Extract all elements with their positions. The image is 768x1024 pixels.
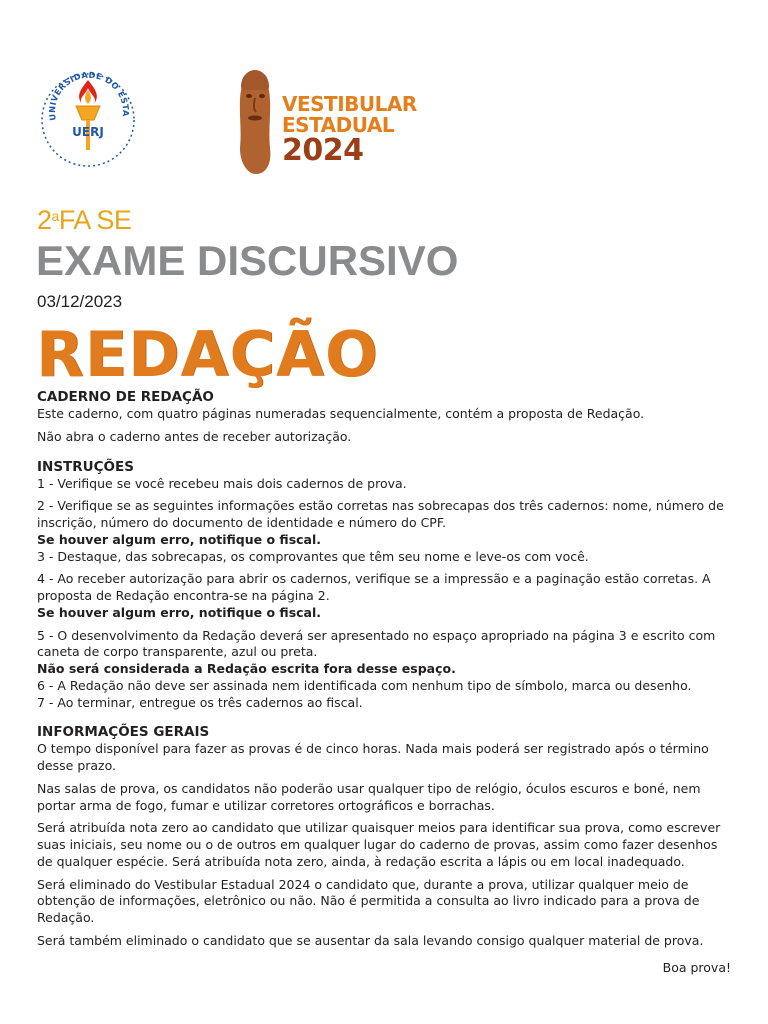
informacoes-heading: INFORMAÇÕES GERAIS <box>37 724 210 741</box>
info-paragraph-1: O tempo disponível para fazer as provas é de cinco horas. Nada mais poderá ser registrado após o término desse prazo. <box>37 741 709 774</box>
header-logos <box>36 62 436 178</box>
info-paragraph-5: Será também eliminado o candidato que se ausentar da sala levando consigo qualquer material de prova. <box>37 932 704 948</box>
phase-word: FA SE <box>58 205 132 235</box>
uerj-ring-text: UNIVERSIDADE DO ESTA <box>46 69 132 122</box>
instruction-item-5: 5 - O desenvolvimento da Redação deverá ser apresentado no espaço apropriado na página 3 e escrito com caneta de corpo transparente, azul ou preta. <box>37 627 716 660</box>
instruction-item-7: 7 - Ao terminar, entregue os três cadernos ao fiscal. <box>37 694 363 710</box>
caderno-heading: CADERNO DE REDAÇÃO <box>37 389 214 405</box>
instruction-item-4: 4 - Ao receber autorização para abrir os cadernos, verifique se a impressão e a paginação estão corretas. A proposta de Redação encontra-se na página 2. <box>37 571 711 604</box>
phase-ordinal: a <box>51 208 59 224</box>
uerj-seal-icon <box>36 64 140 174</box>
instruction-item-2: 2 - Verifique se as seguintes informações estão corretas nas sobrecapas dos três cadernos: nome, número de inscrição, número do documento de identidade e número do CPF. <box>37 498 724 531</box>
caderno-line2: Não abra o caderno antes de receber autorização. <box>37 428 352 444</box>
vestibular-line2: ESTADUAL <box>282 113 395 137</box>
uerj-acronym: UERJ <box>72 125 104 139</box>
caderno-line1: Este caderno, com quatro páginas numeradas sequencialmente, contém a proposta de Redação. <box>37 406 645 422</box>
info-paragraph-2: Nas salas de prova, os candidatos não poderão usar qualquer tipo de relógio, óculos escuros e boné, nem portar arma de fogo, fumar e utilizar corretores ortográficos e borrachas. <box>37 780 701 813</box>
instrucoes-heading: INSTRUÇÕES <box>37 458 134 475</box>
vestibular-year: 2024 <box>282 133 364 168</box>
vestibular-line1: VESTIBULAR <box>282 92 417 116</box>
instruction-item-6: 6 - A Redação não deve ser assinada nem identificada com nenhum tipo de símbolo, marca ou desenho. <box>37 677 692 693</box>
closing-text: Boa prova! <box>662 959 731 975</box>
uerj-logo <box>36 64 140 174</box>
vestibular-wordmark <box>282 94 422 166</box>
instruction-item-3: 3 - Destaque, das sobrecapas, os comprovantes que têm seu nome e leve-os com você. <box>37 548 589 564</box>
info-paragraph-3: Será atribuída nota zero ao candidato que utilizar quaisquer meios para identificar sua prova, como escrever suas iniciais, seu nome ou o de outros em qualquer lugar do caderno de provas, assim como fazer desenhos de qualquer espécie. Será atribuída nota zero, ainda, à redação escrita a lápis ou em local inadequado. <box>37 820 721 869</box>
instruction-warning-1: Se houver algum erro, notifique o fiscal. <box>37 531 322 547</box>
phase-number: 2 <box>37 205 52 235</box>
exam-title: EXAME DISCURSIVO <box>36 237 459 284</box>
subject-title: REDAÇÃO <box>36 318 379 391</box>
instructions-body <box>37 388 731 976</box>
info-paragraph-4: Será eliminado do Vestibular Estadual 2024 o candidato que, durante a prova, utilizar qualquer meio de obtenção de informações, eletrônico ou não. Não é permitida a consulta ao livro indicado para a prova de Redação. <box>37 876 700 926</box>
instruction-warning-2: Se houver algum erro, notifique o fiscal. <box>37 604 322 620</box>
vestibular-logo <box>232 68 422 178</box>
instruction-item-1: 1 - Verifique se você recebeu mais dois cadernos de prova. <box>37 475 407 491</box>
exam-date: 03/12/2023 <box>37 292 123 311</box>
clay-figure-icon <box>232 68 278 176</box>
instruction-warning-3: Não será considerada a Redação escrita fora desse espaço. <box>37 661 456 677</box>
phase-label <box>37 207 131 234</box>
